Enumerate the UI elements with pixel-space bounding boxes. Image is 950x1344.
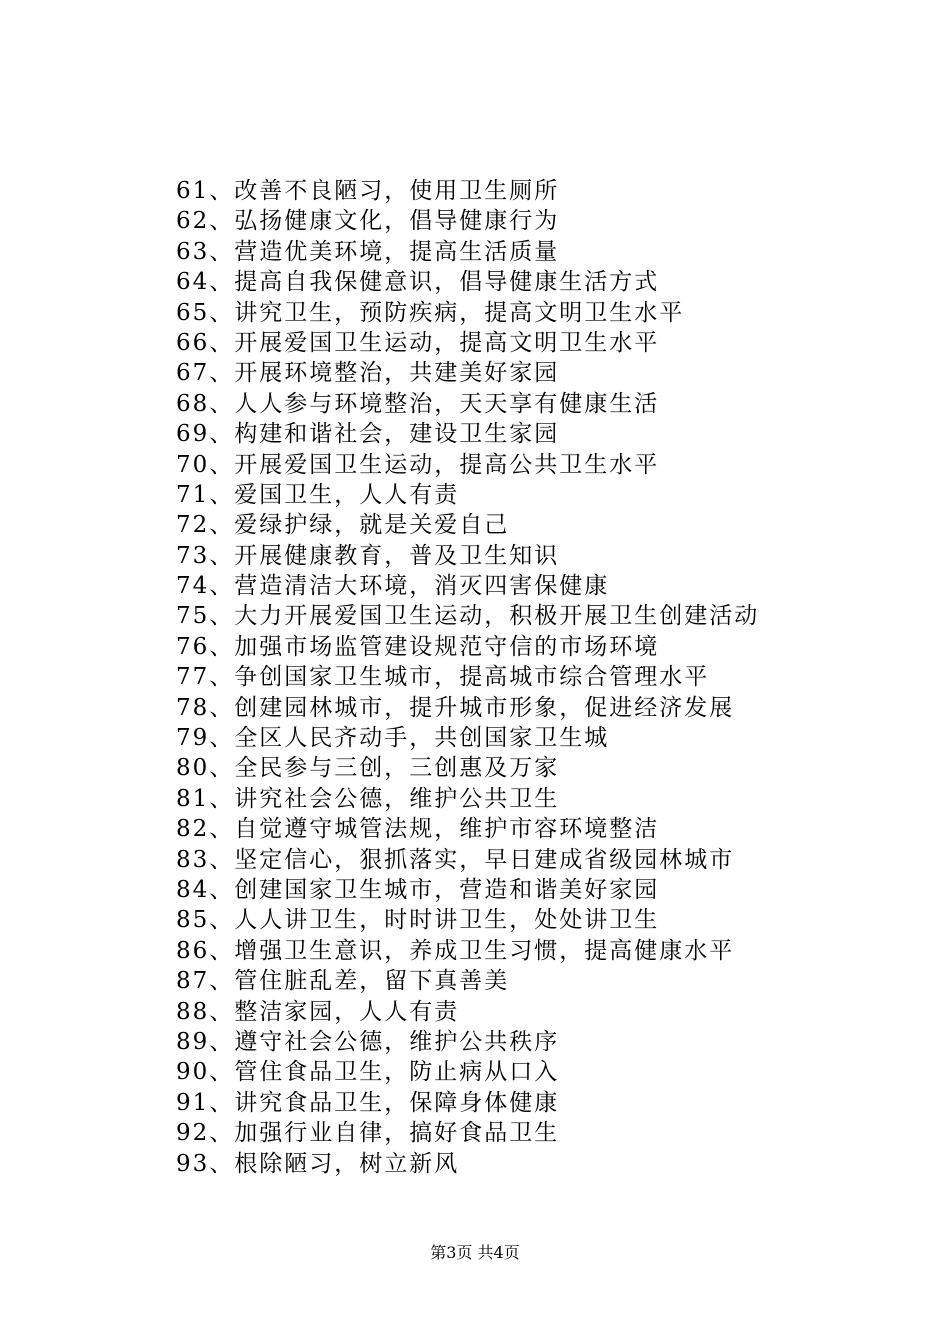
list-item: 65、讲究卫生，预防疾病，提高文明卫生水平 [176,299,685,326]
list-item: 72、爱绿护绿，就是关爱自己 [176,512,510,539]
list-item: 93、根除陋习，树立新风 [176,1150,460,1177]
list-item: 70、开展爱国卫生运动，提高公共卫生水平 [176,451,660,478]
list-item: 74、营造清洁大环境，消灭四害保健康 [176,573,610,600]
list-item: 67、开展环境整治，共建美好家园 [176,360,560,387]
list-item: 64、提高自我保健意识，倡导健康生活方式 [176,269,660,296]
list-item: 68、人人参与环境整治，天天享有健康生活 [176,390,660,417]
list-item: 87、管住脏乱差，留下真善美 [176,968,510,995]
list-item: 80、全民参与三创，三创惠及万家 [176,755,560,782]
page-number-footer: 第3页 共4页 [430,1243,520,1262]
list-item: 82、自觉遵守城管法规，维护市容环境整洁 [176,816,660,843]
list-item: 77、争创国家卫生城市，提高城市综合管理水平 [176,664,710,691]
list-item: 91、讲究食品卫生，保障身体健康 [176,1089,560,1116]
slogan-list [176,176,759,1179]
list-item: 79、全区人民齐动手，共创国家卫生城 [176,725,610,752]
list-item: 85、人人讲卫生，时时讲卫生，处处讲卫生 [176,907,660,934]
list-item: 86、增强卫生意识，养成卫生习惯，提高健康水平 [176,937,735,964]
list-item: 89、遵守社会公德，维护公共秩序 [176,1028,560,1055]
list-item: 78、创建园林城市，提升城市形象，促进经济发展 [176,694,735,721]
list-item: 88、整洁家园，人人有责 [176,998,460,1025]
list-item: 69、构建和谐社会，建设卫生家园 [176,421,560,448]
list-item: 84、创建国家卫生城市，营造和谐美好家园 [176,876,660,903]
list-item: 76、加强市场监管建设规范守信的市场环境 [176,633,660,660]
list-item: 73、开展健康教育，普及卫生知识 [176,542,560,569]
list-item: 71、爱国卫生，人人有责 [176,481,460,508]
list-item: 61、改善不良陋习，使用卫生厕所 [176,178,560,204]
list-item: 81、讲究社会公德，维护公共卫生 [176,785,560,812]
list-item: 63、营造优美环境，提高生活质量 [176,238,560,265]
list-item: 62、弘扬健康文化，倡导健康行为 [176,208,560,235]
list-item: 66、开展爱国卫生运动，提高文明卫生水平 [176,329,660,356]
list-item: 75、大力开展爱国卫生运动，积极开展卫生创建活动 [176,603,760,630]
list-item: 83、坚定信心，狠抓落实，早日建成省级园林城市 [176,846,735,873]
list-item: 92、加强行业自律，搞好食品卫生 [176,1120,560,1147]
list-item: 90、管住食品卫生，防止病从口入 [176,1059,560,1086]
